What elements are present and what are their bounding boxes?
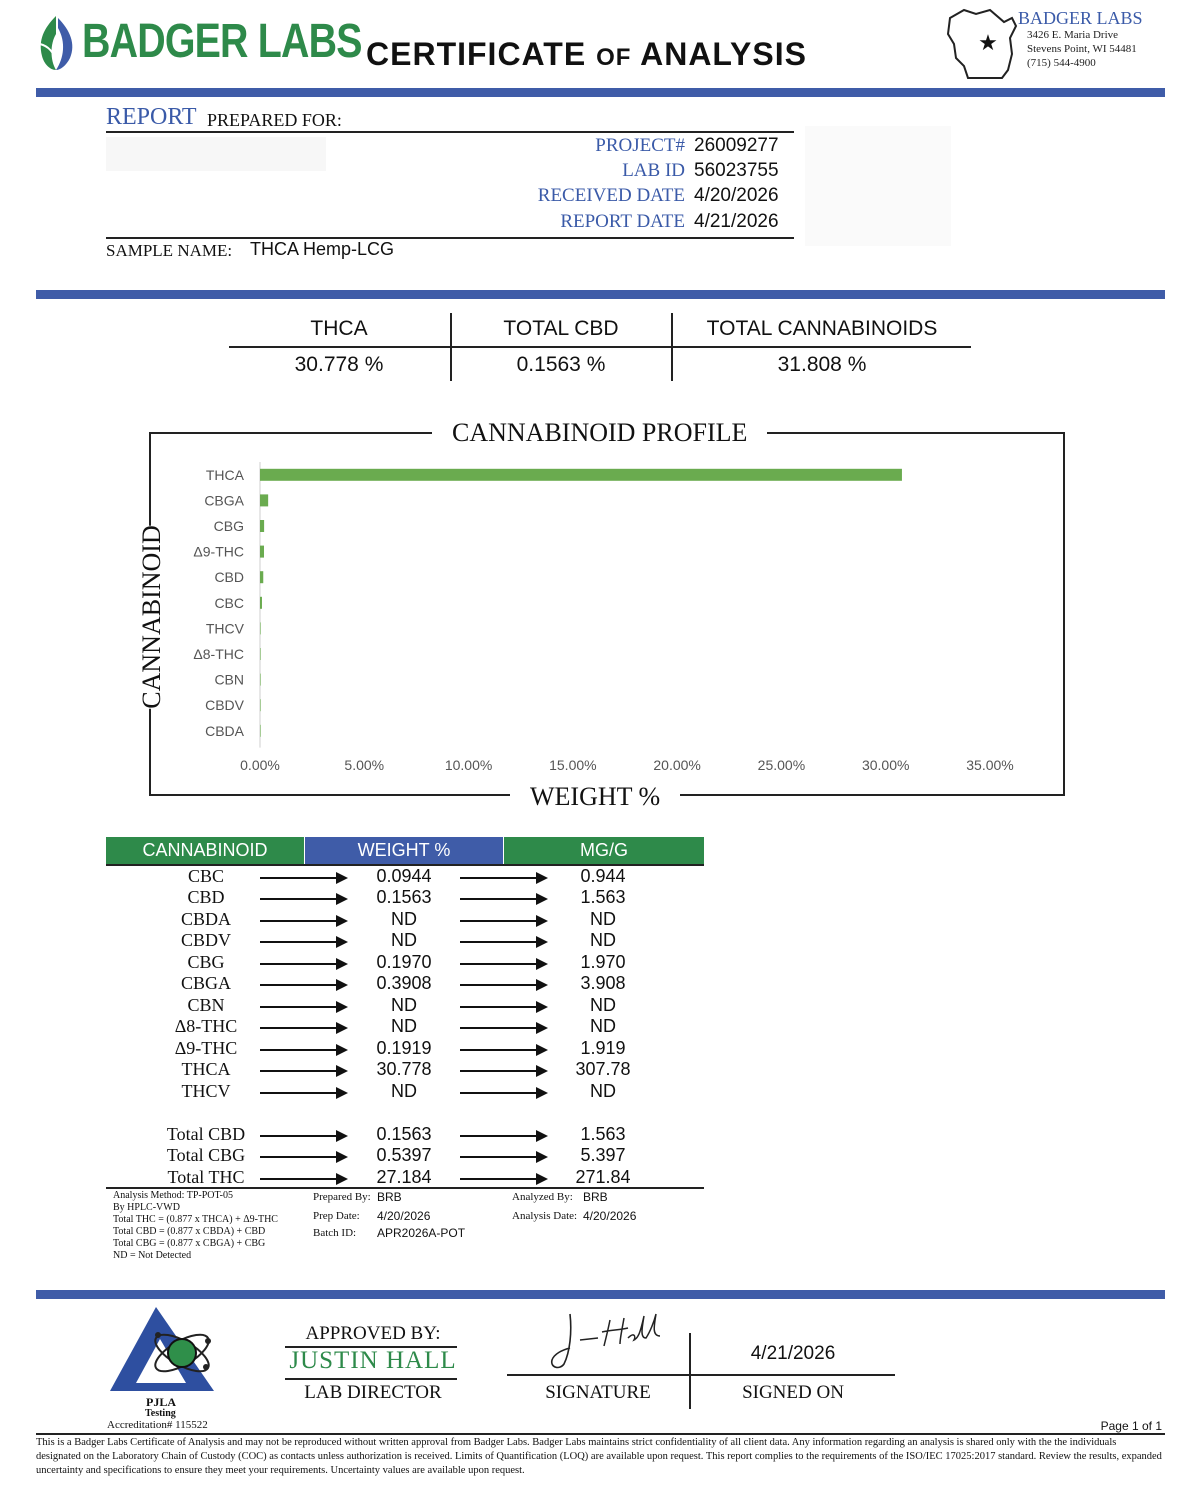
sample-name-value: THCA Hemp-LCG	[250, 239, 395, 259]
row-arrow	[460, 1049, 546, 1051]
header-phone: (715) 544-4900	[1027, 57, 1096, 69]
chart-x-tick-label: 20.00%	[653, 757, 701, 773]
header-address-line-1: 3426 E. Maria Drive	[1027, 29, 1119, 41]
chart-category-label: CBGA	[204, 492, 244, 509]
pjla-testing: Testing	[145, 1408, 176, 1419]
lab-id-value: 56023755	[694, 160, 779, 181]
method-note-line: By HPLC-VWD	[113, 1202, 180, 1213]
wisconsin-state-icon	[946, 4, 1024, 80]
method-note-line: Total CBD = (0.877 x CBDA) + CBD	[113, 1226, 266, 1237]
header-divider	[36, 88, 1165, 97]
row-weight-value: 0.1919	[376, 1038, 432, 1058]
row-arrow	[260, 898, 346, 900]
row-mgg-value: 0.944	[580, 866, 626, 886]
row-cannabinoid-name: CBG	[187, 952, 225, 972]
chart-category-label: CBDA	[205, 722, 244, 739]
header-company-name: BADGER LABS	[1018, 8, 1143, 28]
client-name-redacted	[106, 137, 326, 171]
method-note-line: Total THC = (0.877 x THCA) + Δ9-THC	[113, 1214, 278, 1225]
row-cannabinoid-name: CBD	[187, 887, 225, 907]
row-arrow	[260, 877, 346, 879]
row-arrow	[260, 941, 346, 943]
disclaimer-text: This is a Badger Labs Certificate of Analysis and may not be reproduced without written approval from Badger Labs. Badger Labs maintains strict confidentiality of all client data. Any information regarding an analysis is shared only with the the individuals designated on the Laboratory Chain of Custody (COC) as contacts unless authorization is received. Limits of Quantification (LOQ) are available upon request. This report complies to the requirements of the ISO/IEC 17025:2017 standard. Review the results, expanded uncertainty and specifications to ensure they meet your requirements. Uncertainty values are available upon request.	[36, 1437, 1162, 1476]
director-title: LAB DIRECTOR	[304, 1382, 442, 1403]
disclaimer-rule	[36, 1433, 1165, 1435]
row-arrow	[460, 1178, 546, 1180]
chart-category-label: CBC	[214, 594, 244, 611]
batch-id-label: Batch ID:	[313, 1227, 357, 1239]
row-cannabinoid-name: THCV	[181, 1081, 231, 1101]
row-cannabinoid-name: THCA	[181, 1059, 231, 1079]
row-cannabinoid-name: Total CBD	[166, 1124, 246, 1144]
chart-category-label: Δ9-THC	[193, 543, 244, 560]
row-cannabinoid-name: Δ9-THC	[174, 1038, 238, 1058]
prep-date-value: 4/20/2026	[377, 1209, 431, 1223]
chart-bar	[260, 494, 268, 506]
lab-id-label: LAB ID	[622, 160, 685, 181]
title-word-certificate: CERTIFICATE	[366, 36, 587, 72]
row-arrow	[260, 920, 346, 922]
chart-category-label: CBDV	[205, 697, 244, 714]
chart-x-tick-label: 0.00%	[240, 757, 280, 773]
row-mgg-value: 271.84	[575, 1167, 631, 1187]
summary-total-cannabinoids-value: 31.808 %	[777, 353, 867, 376]
row-arrow	[260, 1006, 346, 1008]
row-arrow	[260, 1027, 346, 1029]
row-weight-value: ND	[391, 1016, 417, 1036]
signed-date: 4/21/2026	[750, 1343, 836, 1364]
row-mgg-value: 3.908	[580, 973, 626, 993]
sample-image-placeholder	[805, 126, 951, 246]
report-date-label: REPORT DATE	[560, 211, 685, 232]
badger-leaf-logo-icon	[34, 14, 78, 72]
row-mgg-value: ND	[590, 1081, 616, 1101]
prepared-by-label: Prepared By:	[313, 1191, 371, 1203]
row-arrow	[260, 1178, 346, 1180]
row-arrow	[260, 1135, 346, 1137]
summary-divider	[36, 290, 1165, 299]
chart-bar	[260, 725, 261, 737]
row-mgg-value: 1.919	[580, 1038, 626, 1058]
chart-x-tick-label: 25.00%	[757, 757, 806, 773]
batch-id-value: APR2026A-POT	[377, 1226, 466, 1240]
prepared-for-label: PREPARED FOR:	[207, 110, 342, 130]
analyzed-by-label: Analyzed By:	[512, 1191, 573, 1203]
chart-bar	[260, 622, 261, 634]
summary-thca-value: 30.778 %	[294, 353, 384, 376]
analyzed-by-value: BRB	[583, 1190, 608, 1204]
title-word-of: OF	[596, 44, 632, 71]
summary-total-cbd-label: TOTAL CBD	[503, 317, 619, 340]
row-cannabinoid-name: CBC	[187, 866, 225, 886]
signed-on-label: SIGNED ON	[742, 1382, 844, 1403]
page-number: Page 1 of 1	[1100, 1419, 1162, 1433]
logo-wordmark: BADGER LABS	[82, 15, 362, 68]
report-top-rule	[106, 131, 794, 133]
chart-x-tick-label: 5.00%	[344, 757, 385, 773]
chart-x-tick-label: 10.00%	[444, 757, 493, 773]
chart-bar	[260, 469, 902, 481]
row-arrow	[260, 1156, 346, 1158]
signature-label: SIGNATURE	[545, 1382, 651, 1403]
chart-plot-area	[150, 434, 1062, 794]
row-arrow	[460, 1135, 546, 1137]
row-weight-value: 0.1970	[376, 952, 432, 972]
chart-bar	[260, 699, 261, 711]
prep-date-label: Prep Date:	[313, 1210, 360, 1222]
row-weight-value: 0.0944	[376, 866, 432, 886]
row-arrow	[460, 1156, 546, 1158]
row-arrow	[260, 1092, 346, 1094]
chart-category-label: Δ8-THC	[193, 646, 244, 662]
row-weight-value: 0.5397	[376, 1145, 432, 1165]
row-cannabinoid-name: Total CBG	[166, 1145, 246, 1165]
row-weight-value: ND	[391, 909, 417, 929]
summary-rule	[229, 346, 971, 348]
report-label: REPORT	[106, 104, 197, 130]
row-arrow	[260, 984, 346, 986]
table-header-weight: WEIGHT %	[305, 837, 503, 864]
director-name: JUSTIN HALL	[289, 1347, 457, 1374]
chart-bar	[260, 571, 263, 583]
row-weight-value: 0.1563	[376, 887, 432, 907]
row-arrow	[460, 984, 546, 986]
project-value: 26009277	[694, 135, 779, 156]
director-rule	[285, 1378, 457, 1380]
analysis-date-value: 4/20/2026	[583, 1209, 637, 1223]
chart-bar	[260, 546, 264, 558]
svg-text:★: ★	[978, 31, 998, 56]
signature-rule	[507, 1374, 895, 1376]
row-arrow	[260, 1049, 346, 1051]
row-mgg-value: ND	[590, 995, 616, 1015]
chart-x-tick-label: 30.00%	[861, 757, 910, 773]
row-arrow	[260, 963, 346, 965]
row-mgg-value: 5.397	[580, 1145, 626, 1165]
summary-total-cbd-value: 0.1563 %	[516, 353, 606, 376]
row-arrow	[460, 1006, 546, 1008]
chart-x-axis-label: WEIGHT %	[510, 782, 680, 812]
row-cannabinoid-name: CBDA	[180, 909, 231, 929]
chart-category-label: CBG	[213, 518, 244, 534]
chart-x-tick-label: 35.00%	[966, 757, 1014, 773]
chart-category-label: THCA	[205, 466, 244, 483]
approved-by-label: APPROVED BY:	[305, 1323, 441, 1344]
row-mgg-value: ND	[590, 1016, 616, 1036]
row-weight-value: 30.778	[376, 1059, 432, 1079]
row-arrow	[260, 1070, 346, 1072]
row-cannabinoid-name: Total THC	[167, 1167, 245, 1187]
project-label: PROJECT#	[595, 135, 685, 156]
row-cannabinoid-name: CBGA	[180, 973, 231, 993]
row-weight-value: ND	[391, 1081, 417, 1101]
row-arrow	[460, 920, 546, 922]
chart-category-label: CBN	[214, 671, 244, 688]
title-word-analysis: ANALYSIS	[640, 36, 807, 72]
page-title	[366, 36, 807, 73]
row-weight-value: 0.1563	[376, 1124, 432, 1144]
chart-bar	[260, 597, 262, 609]
row-arrow	[460, 963, 546, 965]
method-note-line: ND = Not Detected	[113, 1250, 192, 1261]
row-weight-value: 27.184	[376, 1167, 432, 1187]
accreditation-number: Accreditation# 115522	[107, 1419, 208, 1431]
summary-thca-label: THCA	[310, 317, 368, 340]
pjla-name: PJLA	[146, 1395, 176, 1409]
row-arrow	[460, 941, 546, 943]
table-bottom-rule	[106, 1187, 704, 1189]
chart-bar	[260, 520, 264, 532]
row-weight-value: ND	[391, 930, 417, 950]
chart-bar	[260, 674, 261, 686]
row-weight-value: 0.3908	[376, 973, 432, 993]
received-date-label: RECEIVED DATE	[537, 185, 685, 206]
table-header-cannabinoid: CANNABINOID	[106, 837, 304, 864]
method-note-line: Total CBG = (0.877 x CBGA) + CBG	[113, 1238, 266, 1249]
row-cannabinoid-name: CBDV	[180, 930, 231, 950]
row-arrow	[460, 877, 546, 879]
row-mgg-value: ND	[590, 930, 616, 950]
chart-category-label: THCV	[205, 620, 244, 637]
footer-divider	[36, 1290, 1165, 1299]
row-arrow	[460, 1092, 546, 1094]
row-mgg-value: ND	[590, 909, 616, 929]
sample-name-label: SAMPLE NAME:	[106, 241, 233, 260]
chart-x-tick-label: 15.00%	[549, 757, 597, 773]
received-date-value: 4/20/2026	[694, 185, 779, 206]
chart-y-axis-label: CANNABINOID	[125, 525, 179, 708]
header-address-line-2: Stevens Point, WI 54481	[1027, 43, 1137, 55]
chart-category-label: CBD	[214, 569, 244, 586]
report-bottom-rule	[106, 237, 794, 239]
summary-total-cannabinoids-label: TOTAL CANNABINOIDS	[706, 317, 938, 340]
pjla-accreditation-logo-icon	[108, 1305, 220, 1397]
row-arrow	[460, 1070, 546, 1072]
analysis-date-label: Analysis Date:	[512, 1210, 578, 1222]
row-weight-value: ND	[391, 995, 417, 1015]
row-mgg-value: 1.970	[580, 952, 626, 972]
row-cannabinoid-name: CBN	[187, 995, 225, 1015]
report-date-value: 4/21/2026	[694, 211, 779, 232]
row-mgg-value: 1.563	[580, 1124, 626, 1144]
row-arrow	[460, 1027, 546, 1029]
chart-bar	[260, 648, 261, 660]
method-note-line: Analysis Method: TP-POT-05	[113, 1190, 234, 1201]
row-cannabinoid-name: Δ8-THC	[174, 1016, 238, 1036]
signature-image	[540, 1308, 670, 1374]
row-mgg-value: 1.563	[580, 887, 626, 907]
row-mgg-value: 307.78	[575, 1059, 631, 1079]
prepared-by-value: BRB	[377, 1190, 402, 1204]
table-header-mgg: MG/G	[504, 837, 704, 864]
chart-title: CANNABINOID PROFILE	[432, 418, 767, 448]
row-arrow	[460, 898, 546, 900]
